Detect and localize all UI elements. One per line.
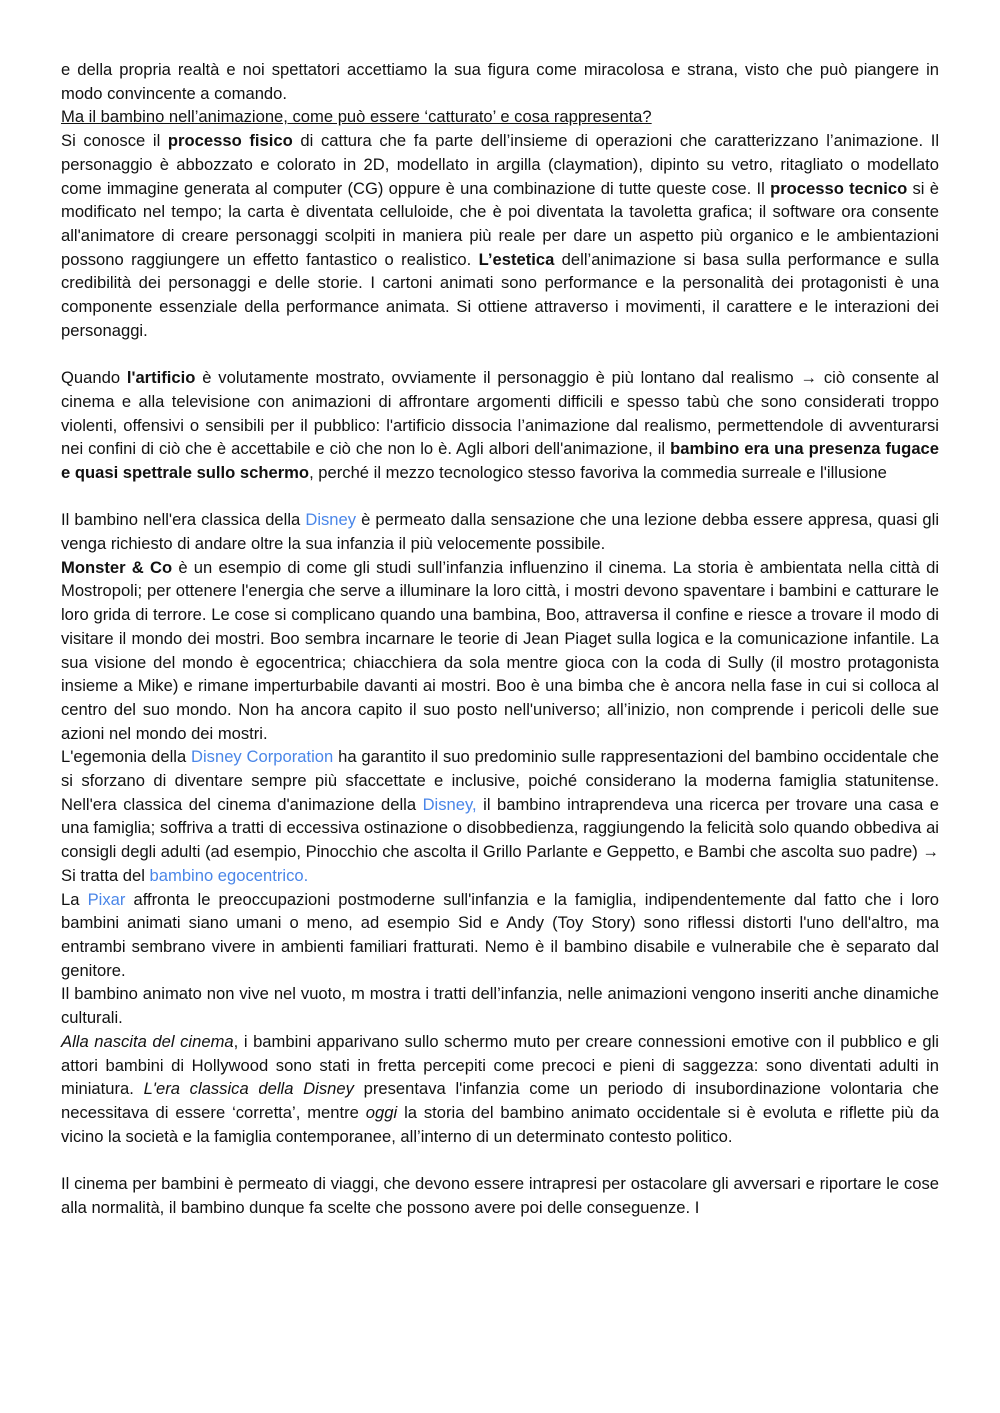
paragraph-artifice [61,366,939,485]
question-text: Ma il bambino nell’animazione, come può essere ‘catturato’ e cosa rappresenta? [61,107,652,127]
paragraph-capture-process [61,129,939,342]
bold-term-monster-co: Monster & Co [61,557,173,577]
paragraph-journeys [61,1172,939,1219]
text-run: Il cinema per bambini è permeato di viaggi, che devono essere intrapresi per ostacolare gli avversari e riportare le cose alla normalità, il bambino dunque fa scelte che possono avere poi delle conseguenze. I [61,1174,939,1217]
text-run: , i bambini apparivano sullo schermo muto per creare connessioni emotive con il pubblico e gli attori bambini di Hollywood sono stati in fretta percepiti come precoci e pieni di saggezza: sono diventati adulti in miniatura. [61,1031,939,1099]
paragraph-gap [61,1148,939,1172]
text-run: il bambino intraprendeva una ricerca per trovare una casa e una famiglia; soffriva a tratti di eccessiva ostinazione o disobbedienza, raggiungendo la felicità solo quando obbediva ai consigli degli adulti (ad esempio, Pinocchio che ascolta il Grillo Parlante e Geppetto, e Bambi che ascolta suo padre) → Si tratta del [61,794,939,885]
text-run: Quando [61,368,127,388]
text-run: Si conosce il [61,131,168,151]
text-run: La [61,889,88,909]
paragraph-disney-classic [61,508,939,555]
paragraph-pixar [61,888,939,983]
paragraph-disney-hegemony [61,745,939,887]
text-run: Il bambino animato non vive nel vuoto, m mostra i tratti dell’infanzia, nelle animazioni vengono inseriti anche dinamiche culturali. [61,984,939,1028]
link-pixar[interactable]: Pixar [87,889,126,909]
bold-term-technical-process: processo tecnico [770,178,908,198]
text-run: affronta le preoccupazioni postmoderne sull'infanzia e la famiglia, indipendentemente dal fatto che i loro bambini animati siano umani o meno, ad esempio Sid e Andy (Toy Story) sono riflessi distorti l'uno dell'altro, ma entrambi sembrano vivere in ambienti familiari fratturati. Nemo è il bambino disabile e vulnerabile che è separato dal genitore. [61,889,939,980]
italic-term-birth-of-cinema: Alla nascita del cinema [61,1031,234,1051]
text-run: ha garantito il suo predominio sulle rappresentazioni del bambino occidentale che si sforzano di diventare sempre più sfaccettate e inclusive, poiché considerano la moderna famiglia statunitense. Nell'era classica del cinema d'animazione della [61,747,939,814]
text-run: è volutamente mostrato, ovviamente il personaggio è più lontano dal realismo → ciò consente al cinema e alla televisione con animazioni di affrontare argomenti difficili e spesso tabù che sono considerati troppo violenti, offensivi o sensibili per il pubblico: l'artificio dissocia l’animazione dal realismo, permettendole di avventurarsi nei confini di ciò che è accettabile e ciò che non lo è. Agli albori dell'animazione, il [61,368,939,459]
paragraph-gap [61,342,939,366]
text-run: di cattura che fa parte dell’insieme di operazioni che caratterizzano l’animazione. Il personaggio è abbozzato e colorato in 2D, modellato in argilla (claymation), dipinto su vetro, ritagliato o modellato come immagine generata al computer (CG) oppure è una combinazione di tutte queste cose. Il [61,131,940,198]
link-disney[interactable]: Disney, [422,794,477,814]
link-disney[interactable]: Disney [305,510,357,530]
paragraph-intro-continuation [61,58,939,105]
text-run: è un esempio di come gli studi sull’infanzia influenzino il cinema. La storia è ambientata nella città di Mostropoli; per ottenere l'energia che serve a illuminare la loro città, i mostri devono spaventare i bambini e catturare le loro grida di terrore. Le cose si complicano quando una bambina, Boo, attraversa il confine e riesce a trovare il modo di visitare il mondo dei mostri. Boo sembra incarnare le teorie di Jean Piaget sulla logica e la comunicazione infantile. La sua visione del mondo è egocentrica; chiacchiera da sola mentre gioca con la coda di Sully (il mostro protagonista insieme a Mike) e rimane imperturbabile davanti ai mostri. Boo è una bimba che è ancora nella fase in cui si colloca al centro del suo mondo. Non ha ancora capito il suo posto nell'universo; all’inizio, non comprende i pericoli delle sue azioni nel mondo dei mostri. [61,557,940,743]
paragraph-cultural-dynamics [61,982,939,1029]
italic-term-disney-classic-era: L'era classica della Disney [143,1079,354,1099]
paragraph-gap [61,485,939,509]
bold-term-physical-process: processo fisico [167,131,293,151]
text-run: e della propria realtà e noi spettatori accettiamo la sua figura come miracolosa e strana, visto che può piangere in modo convincente a comando. [61,60,939,103]
paragraph-history [61,1030,939,1149]
bold-term-artifice: l'artificio [126,368,196,388]
link-disney-corporation[interactable]: Disney Corporation [191,747,334,767]
text-run: dell’animazione si basa sulla performance e sulla credibilità dei personaggi e delle storie. I cartoni animati sono performance e la personalità dei protagonisti è una componente essenziale della performance animata. Si ottiene attraverso i movimenti, il carattere e le interazioni dei personaggi. [61,249,939,340]
italic-term-today: oggi [365,1102,398,1122]
text-run: presentava l'infanzia come un periodo di insubordinazione volontaria che necessitava di essere ‘corretta’, mentre [61,1079,940,1122]
text-run: la storia del bambino animato occidentale si è evoluta e riflette più da vicino la società e la famiglia contemporanee, all’interno di un determinato contesto politico. [61,1102,939,1146]
bold-phrase-spectral-child: bambino era una presenza fugace e quasi spettrale sullo schermo [61,439,940,482]
bold-term-aesthetics: L’estetica [478,249,555,269]
text-run: Il bambino nell'era classica della [61,510,306,530]
underlined-question [61,105,939,129]
text-run: si è modificato nel tempo; la carta è diventata celluloide, che è poi diventata la tavoletta grafica; il software ora consente all'animatore di creare personaggi scolpiti in maniera più reale per dare un aspetto più organico e le ambientazioni possono raggiungere un effetto fantastico o realistico. [61,178,939,269]
link-bambino-egocentrico[interactable]: bambino egocentrico. [149,865,309,885]
text-run: , perché il mezzo tecnologico stesso favoriva la commedia surreale e l'illusione [309,462,887,482]
paragraph-monster-co [61,556,939,746]
text-run: è permeato dalla sensazione che una lezione debba essere appresa, quasi gli venga richiesto di andare oltre la sua infanzia il più velocemente possibile. [61,510,940,554]
text-run: L'egemonia della [61,747,191,767]
